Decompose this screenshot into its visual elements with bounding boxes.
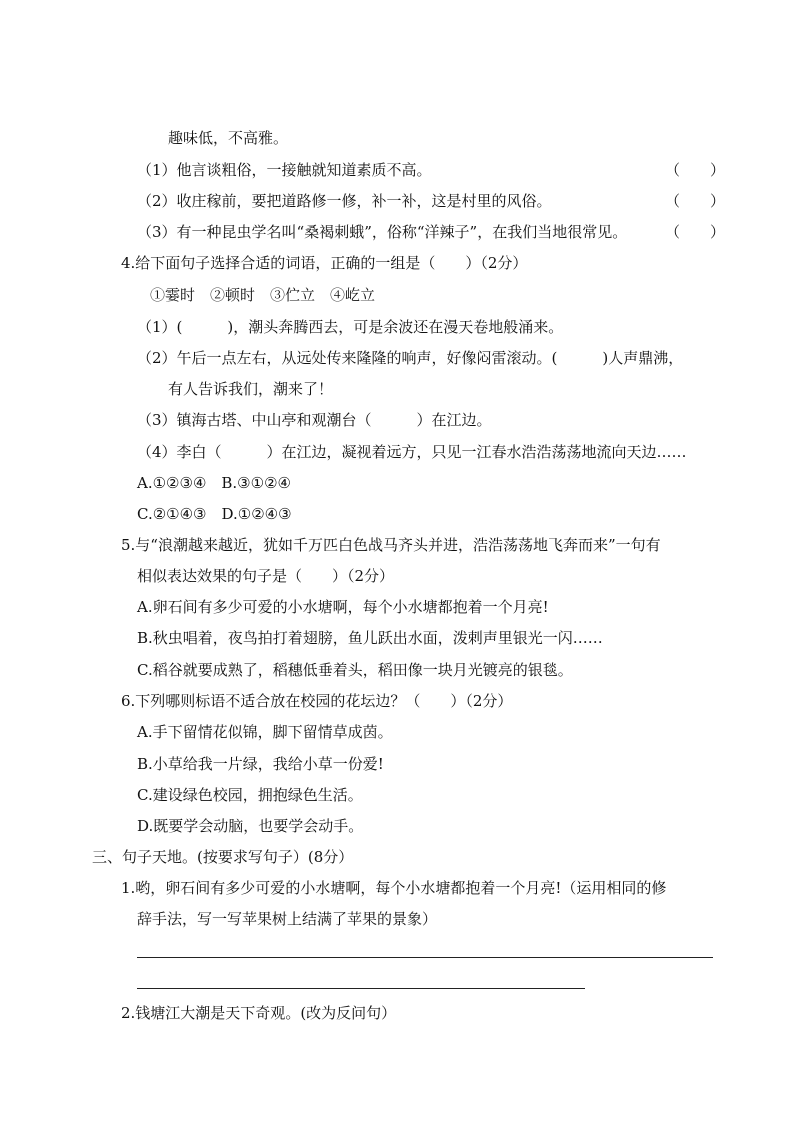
s3-q1-line-2: 辞手法，写一写苹果树上结满了苹果的景象） (137, 910, 438, 928)
q4-sentence-3: （3）镇海古塔、中山亭和观潮台（ ）在江边。 (137, 411, 492, 429)
q5-option-b: B.秋虫唱着，夜鸟拍打着翅膀，鱼儿跃出水面，泼剌声里银光一闪…… (137, 629, 603, 647)
s3-q1-answer-line-2[interactable] (137, 988, 585, 989)
q5-option-c: C.稻谷就要成熟了，稻穗低垂着头，稻田像一块月光镀亮的银毯。 (137, 661, 573, 679)
q4-word-choices: ①霎时 ②顿时 ③伫立 ④屹立 (150, 286, 376, 304)
q5-stem-line-1: 5.与“浪潮越来越近，犹如千万匹白色战马齐头并进，浩浩荡荡地飞奔而来”一句有 (121, 536, 661, 554)
q6-option-b: B.小草给我一片绿，我给小草一份爱! (137, 755, 384, 773)
q3-item-1-answer-blank[interactable]: （ ） (665, 161, 726, 179)
section-3-heading: 三、句子天地。(按要求写句子）(8分） (92, 848, 354, 866)
q5-stem-line-2: 相似表达效果的句子是（ ）（2分） (137, 567, 395, 585)
q4-options-row-1: A.①②③④ B.③①②④ (137, 474, 291, 492)
q4-options-row-2: C.②①④③ D.①②④③ (137, 505, 292, 523)
q5-option-a: A.卵石间有多少可爱的小水塘啊，每个小水塘都抱着一个月亮! (137, 598, 549, 616)
q3-meaning-continuation: 趣味低，不高雅。 (168, 129, 289, 147)
q3-item-2: （2）收庄稼前，要把道路修一修，补一补，这是村里的风俗。 (137, 192, 552, 210)
q4-sentence-4: （4）李白（ ）在江边，凝视着远方，只见一江春水浩浩荡荡地流向天边…… (137, 443, 687, 461)
q6-stem: 6.下列哪则标语不适合放在校园的花坛边？（ ）（2分） (121, 692, 513, 710)
q4-sentence-2-continuation: 有人告诉我们，潮来了！ (168, 380, 334, 398)
q6-option-d: D.既要学会动脑，也要学会动手。 (137, 817, 364, 835)
q6-option-c: C.建设绿色校园，拥抱绿色生活。 (137, 786, 363, 804)
q3-item-3: （3）有一种昆虫学名叫“桑褐刺蛾”，俗称“洋辣子”，在我们当地很常见。 (137, 223, 628, 241)
q3-item-3-answer-blank[interactable]: （ ） (665, 223, 726, 241)
q4-sentence-1: （1）( )，潮头奔腾西去，可是余波还在漫天卷地般涌来。 (137, 318, 564, 336)
s3-q2: 2.钱塘江大潮是天下奇观。(改为反问句） (121, 1004, 397, 1022)
q4-stem: 4.给下面句子选择合适的词语，正确的一组是（ ）（2分） (121, 254, 528, 272)
q3-item-2-answer-blank[interactable]: （ ） (665, 192, 726, 210)
q3-item-1: （1）他言谈粗俗，一接触就知道素质不高。 (137, 161, 432, 179)
q6-option-a: A.手下留情花似锦，脚下留情草成茵。 (137, 723, 393, 741)
s3-q1-answer-line-1[interactable] (137, 957, 713, 958)
s3-q1-line-1: 1.哟，卵石间有多少可爱的小水塘啊，每个小水塘都抱着一个月亮!（运用相同的修 (121, 879, 667, 897)
q4-sentence-2: （2）午后一点左右，从远处传来隆隆的响声，好像闷雷滚动。( )人声鼎沸， (137, 349, 684, 367)
